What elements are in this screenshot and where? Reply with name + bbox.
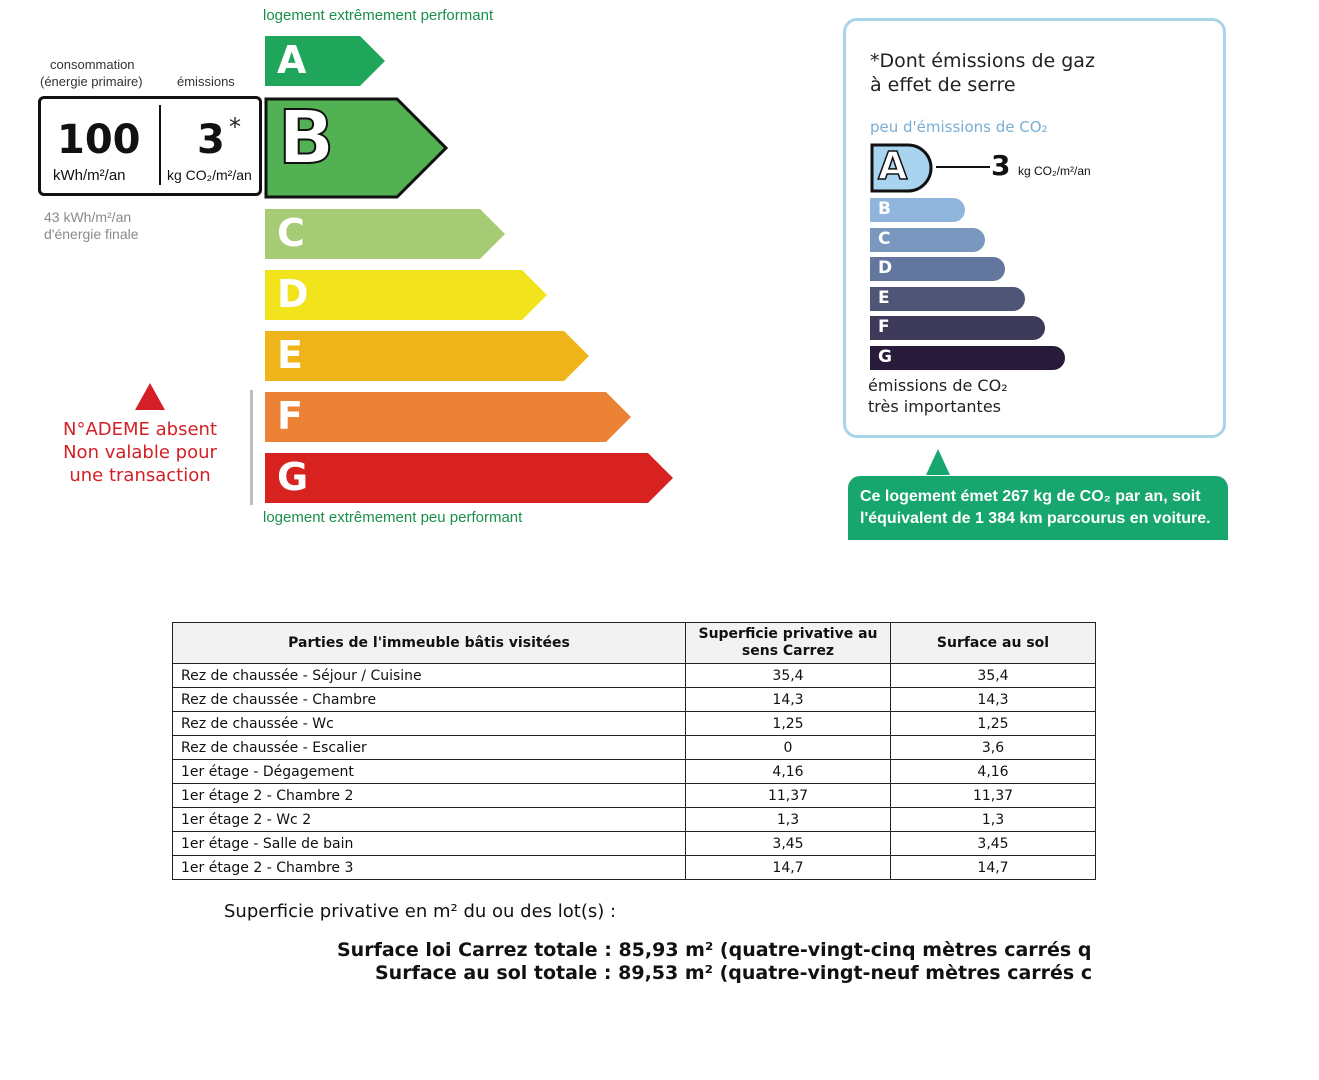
dpe-bar-b — [264, 97, 452, 199]
ges-title-line-2: à effet de serre — [870, 74, 1016, 96]
ges-title-line-1: Dont émissions de gaz — [879, 50, 1095, 72]
final-energy-note — [44, 209, 139, 243]
cell-part: Rez de chaussée - Séjour / Cuisine — [173, 664, 686, 688]
ademe-line-2: Non valable pour — [63, 442, 217, 463]
dpe-bar-c — [263, 207, 511, 261]
cell-part: 1er étage 2 - Chambre 2 — [173, 784, 686, 808]
ges-bar-letter: F — [878, 317, 890, 337]
dpe-top-label: logement extrêmement performant — [263, 7, 494, 24]
dpe-bar-g — [263, 451, 679, 505]
dpe-bar-f — [263, 390, 637, 444]
ges-bar-letter: C — [878, 228, 891, 249]
cell-carrez: 14,3 — [686, 688, 891, 712]
ges-unit: kg CO₂/m²/an — [1018, 164, 1091, 178]
col-header-sol: Surface au sol — [891, 623, 1096, 664]
dpe-bar-a — [263, 34, 391, 88]
cell-carrez: 35,4 — [686, 664, 891, 688]
cell-carrez: 3,45 — [686, 832, 891, 856]
cell-carrez: 11,37 — [686, 784, 891, 808]
emission-value: 3 — [197, 117, 225, 163]
cell-carrez: 14,7 — [686, 856, 891, 880]
table-body — [173, 664, 1096, 880]
warning-icon — [135, 383, 165, 410]
ges-bar-c — [870, 228, 985, 252]
ges-bar-b — [870, 198, 965, 222]
final-energy-value: 43 kWh/m²/an — [44, 209, 132, 225]
table-row — [173, 760, 1096, 784]
dpe-bar-letter: C — [277, 211, 305, 255]
cell-sol: 1,3 — [891, 808, 1096, 832]
ges-panel — [843, 18, 1226, 438]
table-header-row — [173, 623, 1096, 664]
cell-sol: 14,3 — [891, 688, 1096, 712]
callout-pointer-icon — [926, 449, 950, 475]
cell-part: 1er étage - Dégagement — [173, 760, 686, 784]
ges-low-label: peu d'émissions de CO₂ — [870, 118, 1048, 136]
dpe-bottom-label: logement extrêmement peu performant — [263, 509, 523, 526]
table-row — [173, 664, 1096, 688]
dpe-bar-letter: F — [277, 394, 303, 438]
dpe-bar-letter: B — [278, 95, 335, 181]
ges-value-connector — [936, 166, 990, 168]
ges-bar-letter: D — [878, 258, 893, 278]
ges-bar-g — [870, 346, 1065, 370]
consumption-header: consommation — [50, 57, 135, 72]
ges-bar-e — [870, 287, 1025, 311]
ges-high-label — [868, 375, 1008, 417]
cell-part: 1er étage 2 - Chambre 3 — [173, 856, 686, 880]
ademe-line-3: une transaction — [69, 465, 211, 486]
table-row — [173, 712, 1096, 736]
ges-bar-letter: B — [878, 199, 891, 219]
consumption-value: 100 — [57, 117, 141, 163]
table-row — [173, 856, 1096, 880]
cell-part: Rez de chaussée - Escalier — [173, 736, 686, 760]
ges-high-label-1: émissions de CO₂ — [868, 376, 1008, 395]
cell-sol: 35,4 — [891, 664, 1096, 688]
ges-high-label-2: très importantes — [868, 397, 1001, 416]
surface-table — [172, 622, 1096, 880]
ademe-warning — [40, 418, 240, 487]
ges-bar-d — [870, 257, 1005, 281]
table-row — [173, 736, 1096, 760]
table-row — [173, 784, 1096, 808]
cell-sol: 3,6 — [891, 736, 1096, 760]
cell-carrez: 4,16 — [686, 760, 891, 784]
final-energy-label: d'énergie finale — [44, 226, 139, 242]
scale-separator — [250, 390, 253, 505]
ges-bar-letter: E — [878, 287, 890, 308]
emission-star: * — [229, 113, 241, 141]
summary-intro: Superficie privative en m² du ou des lot(s) : — [224, 901, 617, 922]
dpe-bar-d — [263, 268, 553, 322]
cell-carrez: 0 — [686, 736, 891, 760]
ademe-line-1: N°ADEME absent — [62, 419, 217, 440]
co2-callout — [848, 476, 1228, 540]
cell-part: 1er étage - Salle de bain — [173, 832, 686, 856]
cell-sol: 11,37 — [891, 784, 1096, 808]
dpe-bar-letter: G — [277, 455, 309, 499]
dpe-value-box — [38, 96, 262, 196]
cell-part: 1er étage 2 - Wc 2 — [173, 808, 686, 832]
callout-text: Ce logement émet 267 kg de CO₂ par an, soit l'équivalent de 1 384 km parcourus en voiture. — [860, 488, 1211, 527]
emission-unit: kg CO₂/m²/an — [167, 167, 252, 183]
consumption-subheader: (énergie primaire) — [40, 74, 143, 89]
ges-bar-f — [870, 316, 1045, 340]
dpe-bar-letter: D — [277, 272, 309, 316]
cell-sol: 1,25 — [891, 712, 1096, 736]
cell-part: Rez de chaussée - Wc — [173, 712, 686, 736]
ges-title-star: * — [870, 50, 880, 72]
dpe-bar-letter: E — [277, 333, 303, 377]
value-divider — [159, 105, 161, 185]
cell-part: Rez de chaussée - Chambre — [173, 688, 686, 712]
cell-sol: 4,16 — [891, 760, 1096, 784]
ges-value: 3 — [991, 149, 1011, 182]
dpe-bar-e — [263, 329, 595, 383]
cell-sol: 3,45 — [891, 832, 1096, 856]
carrez-total: Surface loi Carrez totale : 85,93 m² (quatre-vingt-cinq mètres carrés q — [337, 939, 1092, 961]
sol-total: Surface au sol totale : 89,53 m² (quatre-vingt-neuf mètres carrés c — [375, 962, 1093, 984]
table-row — [173, 688, 1096, 712]
ges-title — [870, 49, 1095, 97]
dpe-bar-letter: A — [277, 38, 307, 82]
emissions-header: émissions — [177, 74, 235, 89]
table-row — [173, 832, 1096, 856]
col-header-carrez: Superficie privative au sens Carrez — [686, 623, 891, 664]
consumption-unit: kWh/m²/an — [53, 167, 126, 184]
cell-carrez: 1,3 — [686, 808, 891, 832]
col-header-parts: Parties de l'immeuble bâtis visitées — [173, 623, 686, 664]
table-row — [173, 808, 1096, 832]
ges-current-class: A — [878, 144, 908, 188]
cell-sol: 14,7 — [891, 856, 1096, 880]
ges-bar-letter: G — [878, 346, 892, 367]
cell-carrez: 1,25 — [686, 712, 891, 736]
